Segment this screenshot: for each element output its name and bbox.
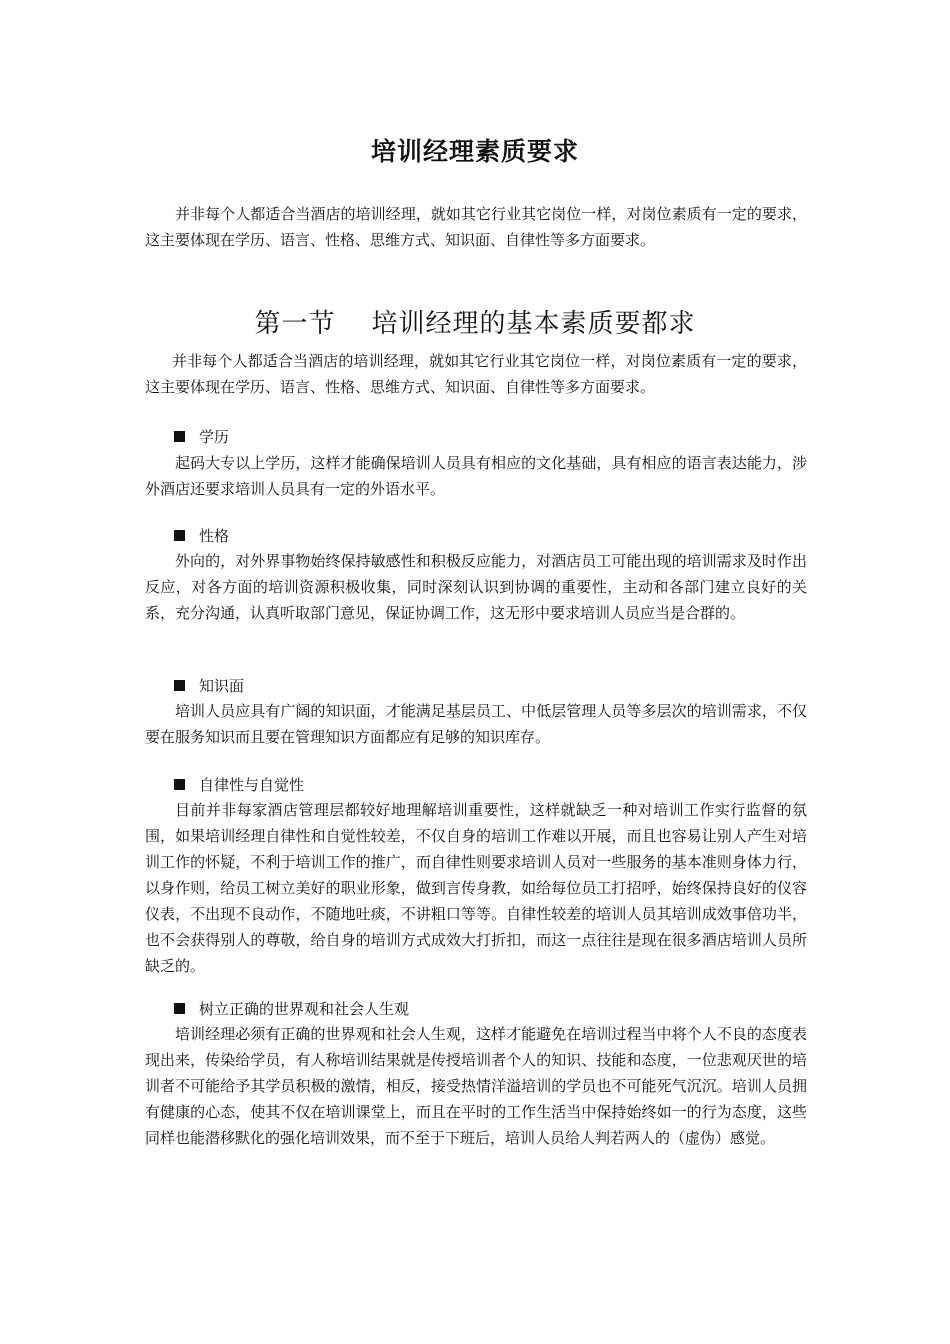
square-bullet-icon xyxy=(174,530,185,541)
subheading-label: 性格 xyxy=(199,527,230,545)
knowledge-paragraph: 培训人员应具有广阔的知识面，才能满足基层员工、中低层管理人员等多层次的培训需求，不仅要在服务知识而且要在管理知识方面都应有足够的知识库存。 xyxy=(145,702,807,746)
subheading-label: 知识面 xyxy=(199,677,245,695)
worldview-paragraph: 培训经理必须有正确的世界观和社会人生观，这样才能避免在培训过程当中将个人不良的态度表现出来，传染给学员，有人称培训结果就是传授培训者个人的知识、技能和态度，一位悲观厌世的培训者不可能给予其学员积极的激情，相反，接受热情洋溢培训的学员也不可能死气沉沉。培训人员拥有健康的心态，使其不仅在培训课堂上，而且在平时的工作生活当中保持始终如一的行为态度，这些同样也能潜移默化的强化培训效果，而不至于下班后，培训人员给人判若两人的（虚伪）感觉。 xyxy=(145,1025,807,1147)
subheading-worldview xyxy=(174,997,409,1021)
square-bullet-icon xyxy=(174,680,185,691)
document-title: 培训经理素质要求 xyxy=(370,137,579,166)
subheading-label: 自律性与自觉性 xyxy=(199,776,305,794)
subheading-education xyxy=(174,425,229,449)
subheading-knowledge xyxy=(174,674,244,698)
square-bullet-icon xyxy=(174,779,185,790)
personality-paragraph: 外向的，对外界事物始终保持敏感性和积极反应能力，对酒店员工可能出现的培训需求及时作出反应，对各方面的培训资源积极收集，同时深刻认识到协调的重要性，主动和各部门建立良好的关系，充分沟通，认真听取部门意见，保证协调工作，这无形中要求培训人员应当是合群的。 xyxy=(145,552,807,622)
subheading-personality xyxy=(174,524,229,548)
section-heading: 培训经理的基本素质要都求 xyxy=(371,309,696,339)
section-number: 第一节 xyxy=(254,309,336,339)
education-paragraph: 起码大专以上学历，这样才能确保培训人员具有相应的文化基础，具有相应的语言表达能力，涉外酒店还要求培训人员具有一定的外语水平。 xyxy=(145,454,807,498)
square-bullet-icon xyxy=(174,431,185,442)
subheading-self-discipline xyxy=(174,773,304,797)
section-intro-paragraph: 并非每个人都适合当酒店的培训经理，就如其它行业其它岗位一样，对岗位素质有一定的要求，这主要体现在学历、语言、性格、思维方式、知识面、自律性等多方面要求。 xyxy=(145,352,807,396)
square-bullet-icon xyxy=(174,1003,185,1014)
intro-paragraph: 并非每个人都适合当酒店的培训经理，就如其它行业其它岗位一样，对岗位素质有一定的要求，这主要体现在学历、语言、性格、思维方式、知识面、自律性等多方面要求。 xyxy=(145,205,807,249)
subheading-label: 学历 xyxy=(199,428,230,446)
section-title xyxy=(0,304,950,344)
subheading-label: 树立正确的世界观和社会人生观 xyxy=(199,1000,410,1018)
self-discipline-paragraph: 目前并非每家酒店管理层都较好地理解培训重要性，这样就缺乏一种对培训工作实行监督的氛围，如果培训经理自律性和自觉性较差，不仅自身的培训工作难以开展，而且也容易让别人产生对培训工作的怀疑，不利于培训工作的推广，而自律性则要求培训人员对一些服务的基本准则身体力行，以身作则，给员工树立美好的职业形象，做到言传身教，如给每位员工打招呼，始终保持良好的仪容仪表，不出现不良动作，不随地吐痰，不讲粗口等等。自律性较差的培训人员其培训成效事倍功半，也不会获得别人的尊敬，给自身的培训方式成效大打折扣，而这一点往往是现在很多酒店培训人员所缺乏的。 xyxy=(145,801,807,975)
